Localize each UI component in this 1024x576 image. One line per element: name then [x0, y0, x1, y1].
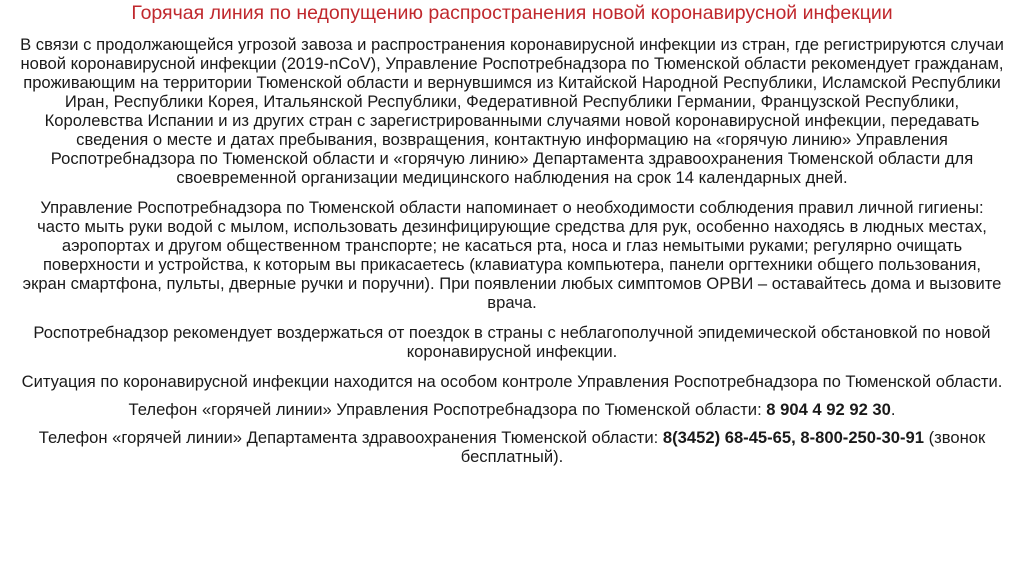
slide-body: [20, 35, 1004, 477]
hotline-health-department-label: Телефон «горячей линии» Департамента здравоохранения Тюменской области:: [38, 428, 663, 447]
hotline-rospotrebnadzor: [20, 400, 1004, 419]
hotline-rospotrebnadzor-number: 8 904 4 92 92 30: [766, 400, 891, 419]
paragraph-travel-advice: Роспотребнадзор рекомендует воздержаться от поездок в страны с неблагополучной эпидемической обстановкой по новой коронавирусной инфекции.: [33, 323, 991, 361]
hotline-rospotrebnadzor-suffix: .: [890, 400, 896, 419]
paragraph-hygiene: Управление Роспотребнадзора по Тюменской области напоминает о необходимости соблюдения правил личной гигиены: часто мыть руки водой с мылом, использовать дезинфицирующие средства для рук, особенно находясь в людных местах, аэропортах и другом общественном транспорте; не касаться рта, носа и глаз немытыми руками; регулярно очищать поверхности и устройства, к которым вы прикасаетесь (клавиатура компьютера, панели оргтехники общего пользования, экран смартфона, пульты, дверные ручки и поручни). При появлении любых симптомов ОРВИ – оставайтесь дома и вызовите врача.: [22, 198, 1002, 312]
hotline-rospotrebnadzor-label: Телефон «горячей линии» Управления Роспотребнадзора по Тюменской области:: [128, 400, 767, 419]
hotline-health-department: [20, 428, 1004, 466]
slide-title: Горячая линия по недопущению распространения новой коронавирусной инфекции: [131, 2, 893, 24]
paragraph-contact-info: В связи с продолжающейся угрозой завоза и распространения коронавирусной инфекции из стран, где регистрируются случаи новой коронавирусной инфекции (2019-nCoV), Управление Роспотребнадзора по Тюменской области рекомендует гражданам, проживающим на территории Тюменской области и вернувшимся из Китайской Народной Республики, Исламской Республики Иран, Республики Корея, Итальянской Республики, Федеративной Республики Германии, Французской Республики, Королевства Испании и из других стран с зарегистрированными случаями новой коронавирусной инфекции, передавать сведения о месте и датах пребывания, возвращения, контактную информацию на «горячую линию» Управления Роспотребнадзора по Тюменской области и «горячую линию» Департамента здравоохранения Тюменской области для своевременной организации медицинского наблюдения на срок 14 календарных дней.: [20, 35, 1004, 187]
hotline-health-department-number: 8(3452) 68-45-65, 8-800-250-30-91: [662, 428, 924, 447]
paragraph-control: Ситуация по коронавирусной инфекции находится на особом контроле Управления Роспотребнадзора по Тюменской области.: [21, 372, 1003, 391]
hotline-health-department-suffix: (звонок бесплатный).: [460, 428, 986, 466]
